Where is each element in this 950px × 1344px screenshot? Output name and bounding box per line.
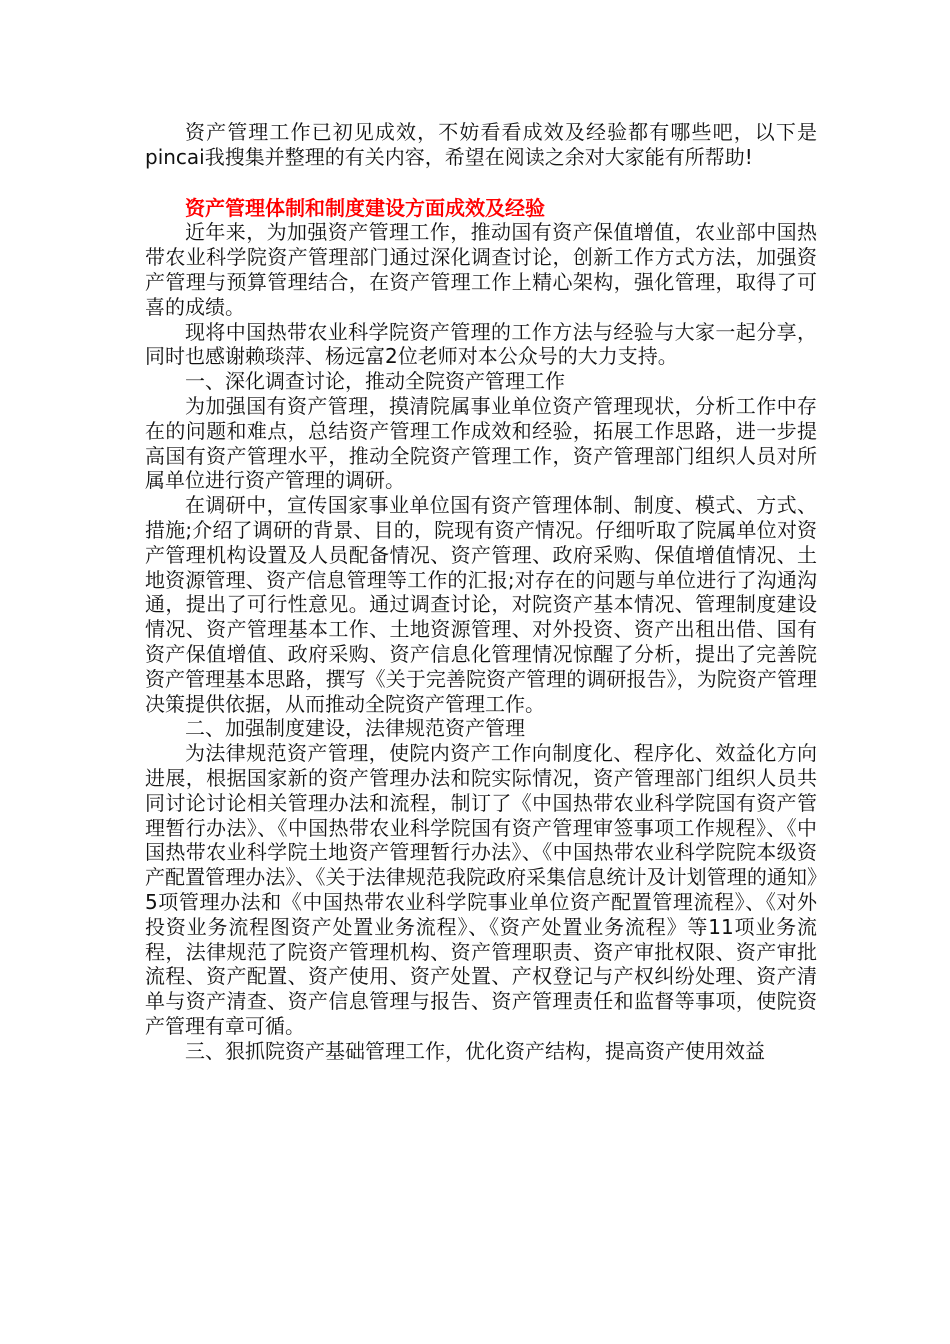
document-body xyxy=(145,120,817,1063)
intro-paragraph: 资产管理工作已初见成效，不妨看看成效及经验都有哪些吧，以下是pincai我搜集并整理的有关内容，希望在阅读之余对大家能有所帮助! xyxy=(145,120,817,169)
subsection-title-3: 三、狠抓院资产基础管理工作，优化资产结构，提高资产使用效益 xyxy=(185,1038,765,1063)
body-paragraph: 近年来，为加强资产管理工作，推动国有资产保值增值，农业部中国热带农业科学院资产管理部门通过深化调查讨论，创新工作方式方法，加强资产管理与预算管理结合，在资产管理工作上精心架构，强化管理，取得了可喜的成绩。 xyxy=(145,220,817,319)
body-paragraph: 在调研中，宣传国家事业单位国有资产管理体制、制度、模式、方式、措施;介绍了调研的背景、目的，院现有资产情况。仔细听取了院属单位对资产管理机构设置及人员配备情况、资产管理、政府采购、保值增值情况、土地资源管理、资产信息管理等工作的汇报;对存在的问题与单位进行了沟通沟通，提出了可行性意见。通过调查讨论，对院资产基本情况、管理制度建设情况、资产管理基本工作、土地资源管理、对外投资、资产出租出借、国有资产保值增值、政府采购、资产信息化管理情况惊醒了分析，提出了完善院资产管理基本思路，撰写《关于完善院资产管理的调研报告》，为院资产管理决策提供依据，从而推动全院资产管理工作。 xyxy=(145,493,817,716)
subsection-title-2: 二、加强制度建设，法律规范资产管理 xyxy=(185,716,525,741)
subsection-title-1: 一、深化调查讨论，推动全院资产管理工作 xyxy=(185,369,565,394)
body-paragraph: 为法律规范资产管理，使院内资产工作向制度化、程序化、效益化方向进展，根据国家新的资产管理办法和院实际情况，资产管理部门组织人员共同讨论讨论相关管理办法和流程，制订了《中国热带农业科学院国有资产管理暂行办法》、《中国热带农业科学院国有资产管理审签事项工作规程》、《中国热带农业科学院土地资产管理暂行办法》、《中国热带农业科学院院本级资产配置管理办法》、《关于法律规范我院政府采集信息统计及计划管理的通知》5项管理办法和《中国热带农业科学院事业单位资产配置管理流程》、《对外投资业务流程图资产处置业务流程》、《资产处置业务流程》等11项业务流程，法律规范了院资产管理机构、资产管理职责、资产审批权限、资产审批流程、资产配置、资产使用、资产处置、产权登记与产权纠纷处理、资产清单与资产清查、资产信息管理与报告、资产管理责任和监督等事项，使院资产管理有章可循。 xyxy=(145,741,817,1038)
section-heading: 资产管理体制和制度建设方面成效及经验 xyxy=(185,195,545,220)
body-paragraph: 为加强国有资产管理，摸清院属事业单位资产管理现状，分析工作中存在的问题和难点，总结资产管理工作成效和经验，拓展工作思路，进一步提高国有资产管理水平，推动全院资产管理工作，资产管理部门组织人员对所属单位进行资产管理的调研。 xyxy=(145,393,817,493)
body-paragraph: 现将中国热带农业科学院资产管理的工作方法与经验与大家一起分享，同时也感谢赖琰萍、杨远富2位老师对本公众号的大力支持。 xyxy=(145,319,817,369)
